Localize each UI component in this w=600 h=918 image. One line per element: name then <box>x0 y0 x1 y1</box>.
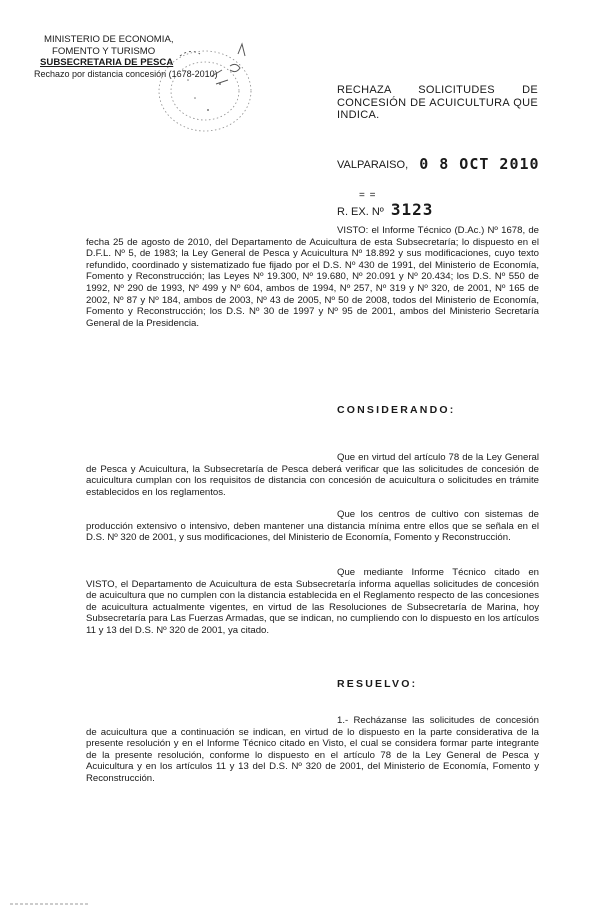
official-seal-stamp <box>150 36 260 136</box>
resolution-number-value: 3123 <box>390 200 434 219</box>
considerando-paragraph: Que en virtud del artículo 78 de la Ley General de Pesca y Acuicultura, la Subsecretaría de Pesca deberá verificar que las solicitudes de concesión de acuicultura cumplan con los requisitos de distancia con concesión de acuicultura o solicitudes en trámite establecidos en los reglamentos. <box>86 452 539 498</box>
city-label: VALPARAISO, <box>337 159 409 171</box>
resolution-number <box>337 190 434 219</box>
considerando-paragraph: Que los centros de cultivo con sistemas de producción extensivo o intensivo, deben mantener una distancia mínima entre ellos que se señala en el D.S. Nº 320 de 2001, y sus modificaciones, del Ministerio de Economía, Fomento y Reconstrucción. <box>86 509 539 544</box>
resolution-prefix: R. EX. Nº <box>337 206 384 218</box>
footer-rule <box>10 902 90 906</box>
date-stamp: 0 8 OCT 2010 <box>419 155 540 173</box>
resuelvo-heading: RESUELVO: <box>337 678 418 690</box>
visto-paragraph: VISTO: el Informe Técnico (D.Ac.) Nº 1678, de fecha 25 de agosto de 2010, del Departamento de Acuicultura de esta Subsecretaría; lo dispuesto en el D.F.L. Nº 5, de 1983; la Ley General de Pesca y Acuicultura Nº 18.892 y sus modificaciones, cuyo texto refundido, coordinado y sistematizado fue fijado por el D.S. Nº 430 de 1991, del Ministerio de Economía, Fomento y Reconstrucción; las Leyes Nº 19.300, Nº 19.680, Nº 20.091 y Nº 20.434; los D.S. Nº 550 de 1992, Nº 290 de 1993, Nº 499 y Nº 604, ambos de 1994, Nº 257, Nº 319 y Nº 320, de 2001, Nº 165 de 2002, Nº 87 y Nº 184, ambos de 2003, Nº 43 de 2005, Nº 50 de 2008, todos del Ministerio de Economía, Fomento y Reconstrucción; los D.S. Nº 30 de 1997 y Nº 95 de 2001, ambos del Ministerio Secretaría General de la Presidencia. <box>86 225 539 329</box>
file-reference: Rechazo por distancia concesión (1678-2010) <box>34 68 218 79</box>
ministry-name: MINISTERIO DE ECONOMIA, <box>44 34 174 45</box>
resolution-subject: RECHAZA SOLICITUDES DE CONCESIÓN DE ACUICULTURA QUE INDICA. <box>337 84 538 121</box>
resolution-dash: = = <box>359 190 377 201</box>
place-and-date <box>337 155 540 173</box>
ministry-name-cont: FOMENTO Y TURISMO <box>52 45 156 57</box>
subsecretariat-name: SUBSECRETARIA DE PESCA <box>40 57 174 68</box>
considerando-paragraph: Que mediante Informe Técnico citado en VISTO, el Departamento de Acuicultura de esta Subsecretaría informa aquellas solicitudes de concesión de acuicultura que no cumplen con la distancia establecida en el Reglamento respecto de las concesiones de acuicultura actualmente vigentes, en virtud de las Resoluciones de Subsecretaría de Marina, hoy Subsecretaría para Las Fuerzas Armadas, que se indican, no cumpliendo con lo dispuesto en los artículos 11 y 13 del D.S. Nº 320 de 2001, ya citado. <box>86 567 539 636</box>
considerando-heading: CONSIDERANDO: <box>337 404 456 416</box>
resuelvo-paragraph: 1.- Recházanse las solicitudes de concesión de acuicultura que a continuación se indican, en virtud de lo dispuesto en la parte considerativa de la presente resolución y en el Informe Técnico citado en Visto, el cual se considera formar parte integrante de la presente resolución, conforme lo dispuesto en el artículo 78 de la Ley General de Pesca y Acuicultura y en los artículos 11 y 13 del D.S. Nº 320 de 2001, del Ministerio de Economía, Fomento y Reconstrucción. <box>86 715 539 784</box>
